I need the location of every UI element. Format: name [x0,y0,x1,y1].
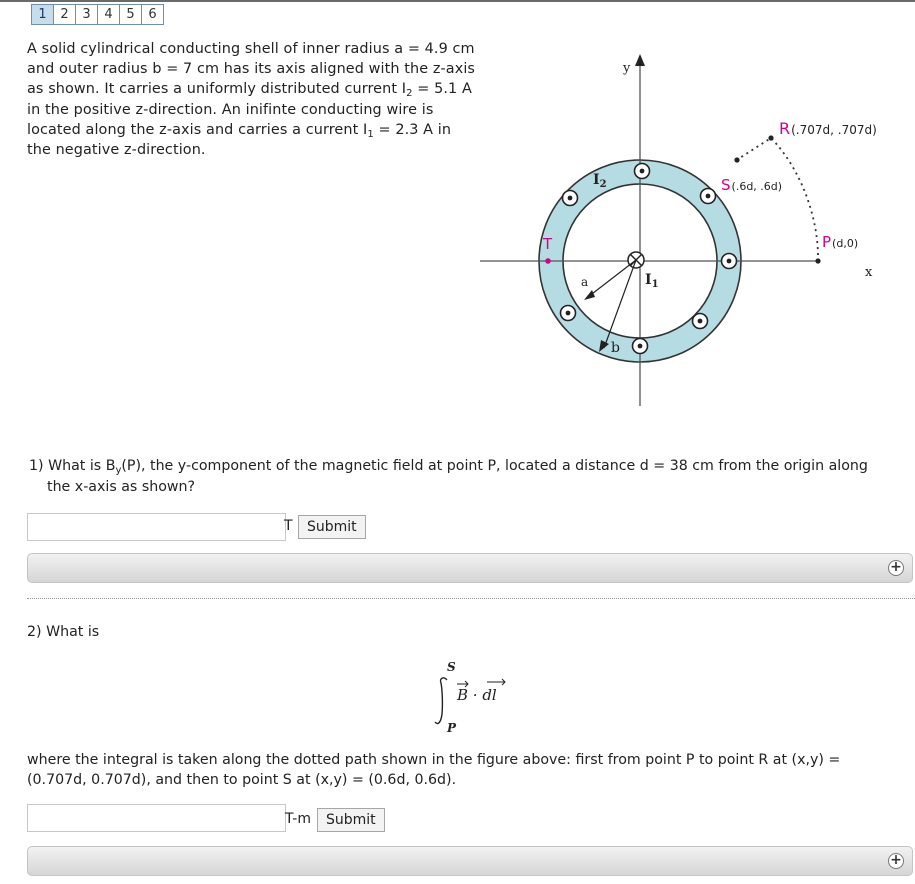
answer-1-unit: T [284,518,293,534]
path-line-2: (0.707d, 0.707d), and then to point S at (x,y) = (0.6d, 0.6d). [27,771,457,788]
question-divider [27,598,915,599]
path-line-1: where the integral is taken along the dotted path shown in the figure above: first from point P to point R at (x,y) = [27,752,841,768]
integration-path [735,138,818,261]
answer-2-input[interactable] [27,804,286,832]
intro-line-3: as shown. It carries a uniformly distributed current $I_2 = 5.1$ A [27,81,472,100]
tab-3[interactable]: 3 [75,4,98,25]
intro-line-4: in the positive z-direction. An inifinte conducting wire is [27,101,434,118]
tab-1[interactable]: 1 [31,4,54,25]
question-1 [29,456,899,498]
point-t-dot [545,258,551,264]
question-2-path-description [27,751,897,790]
answer-1-input[interactable] [27,513,286,541]
radius-b-label: b [611,340,620,356]
submit-1-button[interactable]: Submit [298,515,366,539]
point-p-label: P(d,0) [822,233,859,251]
integral-lower-limit: P [447,721,457,735]
tab-6[interactable]: 6 [141,4,164,25]
point-s-label: S(.6d, .6d) [721,176,783,194]
problem-tabs [31,4,163,25]
point-t-label: T [543,235,553,253]
integral-sign-icon [435,678,447,724]
vector-arrow-l [487,679,505,685]
tab-4[interactable]: 4 [97,4,120,25]
problem-statement [27,39,482,160]
radius-a-label: a [581,275,589,289]
tab-5[interactable]: 5 [119,4,142,25]
question-2-prefix: 2) What is [27,624,100,640]
point-r-label: R(.707d, .707d) [779,119,877,138]
point-p-dot [815,258,820,263]
integral-upper-limit: S [447,660,456,674]
point-s-dot [734,157,739,162]
plus-icon[interactable]: + [888,560,904,576]
point-r-dot [768,135,773,140]
intro-line-2: and outer radius b = 7 cm has its axis aligned with the z-axis [27,61,476,78]
integrand: B · dl [457,686,497,704]
x-axis-label: x [865,265,873,280]
line-integral-expression [432,656,532,738]
hint-bar-2[interactable] [27,846,913,876]
y-axis-label: y [623,61,631,76]
tab-2[interactable]: 2 [53,4,76,25]
y-axis-arrowhead [635,54,645,66]
intro-line-6: the negative z-direction. [27,142,206,159]
submit-2-button[interactable]: Submit [317,808,385,832]
intro-line-1: A solid cylindrical conducting shell of inner radius a = 4.9 cm [27,41,475,57]
shell-diagram [465,50,910,412]
hint-bar-1[interactable] [27,553,913,583]
i1-label: $I_1$ [645,272,659,290]
question-1-line-2: the x-axis as shown? [47,479,196,495]
plus-icon[interactable]: + [888,853,904,869]
top-border [0,0,915,2]
intro-line-5: located along the z-axis and carries a current $I_1 = 2.3$ A in [27,121,452,140]
i2-label: $I_2$ [593,172,607,190]
answer-2-unit: T-m [285,811,311,827]
question-1-line-1: 1) What is $B_y(P)$, the y-component of the magnetic field at point P, located a distance d = 38 cm from the origin along [29,458,868,476]
